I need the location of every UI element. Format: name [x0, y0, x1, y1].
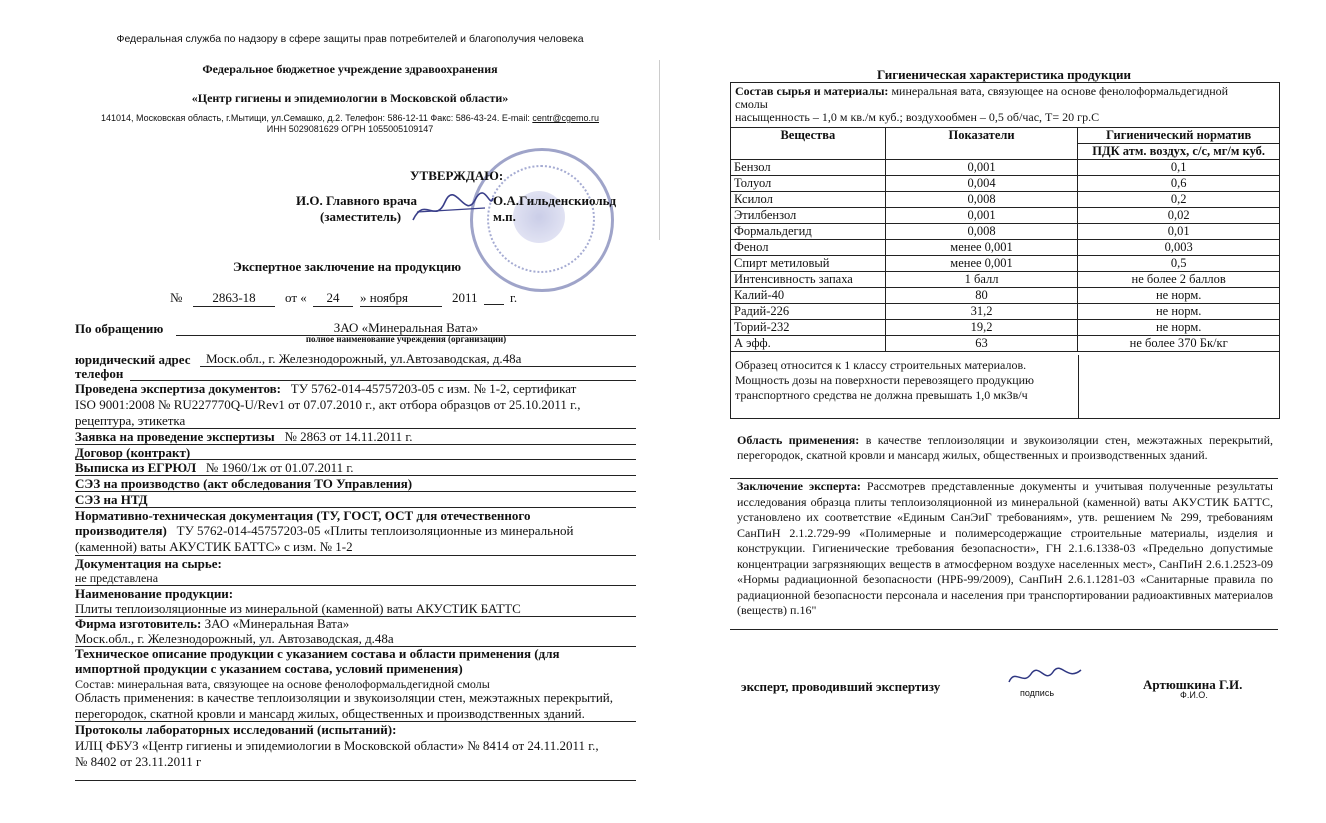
expert-conclusion-label: Заключение эксперта:	[737, 479, 861, 493]
institution-name: Федеральное бюджетное учреждение здравоохранения	[202, 62, 498, 76]
table-row: Бензол 0,001 0,1	[731, 160, 1280, 176]
composition-label: Состав сырья и материалы:	[735, 84, 889, 98]
expert-signature	[1005, 666, 1085, 688]
date-year-suffix: г.	[510, 290, 518, 305]
class-note-2: Мощность дозы на поверхности перевозящего продукцию	[735, 373, 1035, 387]
address-text: 141014, Московская область, г.Мытищи, ул.Семашко, д.2. Телефон: 586-12-11 Факс: 586-43-24. E-mail:	[100, 113, 533, 123]
tech-label-1: Техническое описание продукции с указанием состава и области применения (для	[75, 646, 560, 661]
norm-label-2: производителя)	[75, 523, 167, 538]
exam-line-1	[75, 381, 576, 397]
table-row: Калий-40 80 не норм.	[731, 288, 1280, 304]
exam-label: Проведена экспертиза документов:	[75, 381, 282, 396]
center-name: «Центр гигиены и эпидемиологии в Московской области»	[191, 91, 509, 105]
address-line	[60, 113, 640, 123]
date-month: » ноября	[360, 290, 442, 307]
tech-composition: Состав: минеральная вата, связующее на основе фенолоформальдегидной смолы	[75, 677, 490, 691]
tech-label-2: импортной продукции с указанием состава, условий применения)	[75, 661, 463, 676]
product-name-label: Наименование продукции:	[75, 586, 234, 601]
norm-value-1: ТУ 5762-014-45757203-05 «Плиты теплоизоляционные из минеральной	[176, 523, 574, 538]
exam-value-2: ISO 9001:2008 № RU227770Q-U/Rev1 от 07.07.2010 г., акт отбора образцов от 25.10.2011 г.,	[75, 397, 581, 412]
request-label: По обращению	[75, 321, 164, 336]
sez-production-label: СЭЗ на производство (акт обследования ТО Управления)	[75, 476, 413, 491]
doctor-title: И.О. Главного врача	[296, 193, 417, 208]
phone-label: телефон	[75, 366, 124, 381]
maker-label: Фирма изготовитель:	[75, 616, 202, 631]
deputy-label: (заместитель)	[320, 209, 402, 224]
request-value: ЗАО «Минеральная Вата»	[333, 320, 479, 335]
request-caption: полное наименование учреждения (организации)	[305, 334, 507, 344]
table-row: Фенол менее 0,001 0,003	[731, 240, 1280, 256]
hygiene-title: Гигиеническая характеристика продукции	[876, 67, 1131, 82]
raw-docs-value: не представлена	[75, 571, 159, 585]
hygiene-table	[730, 127, 1280, 352]
date-day: 24	[313, 290, 353, 307]
lab-protocols-value-1: ИЛЦ ФБУЗ «Центр гигиены и эпидемиологии в Московской области» № 8414 от 24.11.2011 г.,	[75, 738, 599, 753]
norm-label-1: Нормативно-техническая документация (ТУ, ГОСТ, ОСТ для отечественного	[75, 508, 531, 523]
maker-address: Моск.обл., г. Железнодорожный, ул. Автозаводская, д.48а	[75, 631, 394, 646]
table-row: Толуол 0,004 0,6	[731, 176, 1280, 192]
legal-address-value: Моск.обл., г. Железнодорожный, ул.Автозаводская, д.48а	[206, 351, 522, 366]
composition-value-3: насыщенность – 1,0 м кв./м куб.; воздухообмен – 0,5 об/час, Т= 20 гр.С	[735, 110, 1100, 124]
email-link[interactable]: centr@cgemo.ru	[532, 113, 599, 123]
application-label: Заявка на проведение экспертизы	[75, 429, 275, 444]
maker-value: ЗАО «Минеральная Вата»	[204, 616, 350, 631]
product-name-value: Плиты теплоизоляционные из минеральной (каменной) ваты АКУСТИК БАТТС	[75, 601, 521, 616]
application-line	[75, 429, 413, 445]
lab-protocols-value-2: № 8402 от 23.11.2011 г	[75, 754, 202, 769]
signature-caption: подпись	[1020, 688, 1055, 698]
table-row: Торий-232 19,2 не норм.	[731, 320, 1280, 336]
col-substance: Вещества	[731, 128, 886, 160]
table-row: Радий-226 31,2 не норм.	[731, 304, 1280, 320]
col-norm-sub: ПДК атм. воздух, с/с, мг/м куб.	[1078, 144, 1280, 160]
col-norm: Гигиенический норматив	[1078, 128, 1280, 144]
conclusion-number: 2863-18	[193, 290, 275, 307]
doctor-signature	[405, 190, 495, 230]
application-area	[737, 433, 1273, 463]
class-note	[735, 358, 1075, 403]
date-year: 2011	[452, 290, 478, 305]
fio-caption: Ф.И.О.	[1180, 690, 1208, 700]
sez-ntd-label: СЭЗ на НТД	[75, 492, 148, 507]
table-row: Ксилол 0,008 0,2	[731, 192, 1280, 208]
application-area-text: в качестве теплоизоляции и звукоизоляции стен, межэтажных перекрытий, перегородок, скатной кровли и мансард жилых, общественных и производственных зданий.	[737, 433, 1273, 462]
table-row: Этилбензол 0,001 0,02	[731, 208, 1280, 224]
mp-label: м.п.	[493, 209, 516, 224]
tech-area-1: Область применения: в качестве теплоизоляции и звукоизоляции стен, межэтажных перекрытий,	[75, 690, 613, 705]
composition-value-1: минеральная вата, связующее на основе фенолоформальдегидной	[888, 84, 1229, 98]
contract-label: Договор (контракт)	[75, 445, 191, 460]
date-from-label: от «	[285, 290, 307, 305]
expert-conclusion	[737, 479, 1273, 619]
lab-protocols-label: Протоколы лабораторных исследований (испытаний):	[75, 722, 397, 737]
doctor-name: О.А.Гильденскиольд	[493, 193, 617, 208]
exam-value-1: ТУ 5762-014-45757203-05 с изм. № 1-2, сертификат	[290, 381, 577, 396]
tech-area-2: перегородок, скатной кровли и мансард жилых, общественных и производственных зданий.	[75, 706, 585, 721]
expert-label: эксперт, проводивший экспертизу	[741, 679, 941, 694]
norm-value-2: (каменной) ваты АКУСТИК БАТТС» с изм. № 1-2	[75, 539, 353, 554]
application-area-label: Область применения:	[737, 433, 860, 447]
hygiene-box	[730, 82, 1280, 419]
maker-line	[75, 616, 349, 632]
agency-name: Федеральная служба по надзору в сфере защиты прав потребителей и благополучия человека	[116, 33, 584, 45]
inn-line: ИНН 5029081629 ОГРН 1055005109147	[266, 124, 434, 134]
composition-value-2: смолы	[735, 97, 768, 111]
col-indicator: Показатели	[885, 128, 1078, 160]
norm-line-2	[75, 523, 574, 539]
table-row: А эфф. 63 не более 370 Бк/кг	[731, 336, 1280, 352]
legal-address-label: юридический адрес	[75, 352, 191, 367]
composition-block	[735, 85, 1275, 124]
egrul-value: № 1960/1ж от 01.07.2011 г.	[205, 460, 354, 475]
conclusion-title: Экспертное заключение на продукцию	[233, 259, 462, 274]
number-label: №	[170, 290, 183, 305]
approve-label: УТВЕРЖДАЮ:	[410, 168, 504, 183]
expert-name: Артюшкина Г.И.	[1143, 677, 1243, 692]
table-row: Интенсивность запаха 1 балл не более 2 баллов	[731, 272, 1280, 288]
class-note-3: транспортного средства не должна превышать 1,0 мкЗв/ч	[735, 388, 1028, 402]
egrul-label: Выписка из ЕГРЮЛ	[75, 460, 197, 475]
table-row: Формальдегид 0,008 0,01	[731, 224, 1280, 240]
exam-value-3: рецептура, этикетка	[75, 413, 186, 428]
application-value: № 2863 от 14.11.2011 г.	[284, 429, 413, 444]
table-row: Спирт метиловый менее 0,001 0,5	[731, 256, 1280, 272]
raw-docs-label: Документация на сырье:	[75, 556, 222, 571]
expert-conclusion-text: Рассмотрев представленные документы и учитывая полученные результаты исследования образца плиты теплоизоляционной из минеральной (каменной) ваты АКУСТИК БАТТС, установлено их соответствие «Единым СанЭиГ требованиям», утв. решением № 299, требованиям СанПиН 2.1.2.729-99 «Полимерные и полимерсодержащие строительные материалы, изделия и конструкции. Гигиенические требования безопасности», ГН 2.1.6.1338-03 «Предельно допустимые концентрации загрязняющих веществ в атмосферном воздухе населенных мест», СанПиН 2.6.1.2523-09 «Нормы радиационной безопасности (НРБ-99/2009), СанПиН 2.6.1.1281-03 «Санитарные правила по радиационной безопасности персонала и населения при транспортировании радиоактивных материалов (веществ) п.16"	[737, 479, 1273, 617]
egrul-line	[75, 460, 354, 476]
class-note-1: Образец относится к 1 классу строительных материалов.	[735, 358, 1027, 372]
